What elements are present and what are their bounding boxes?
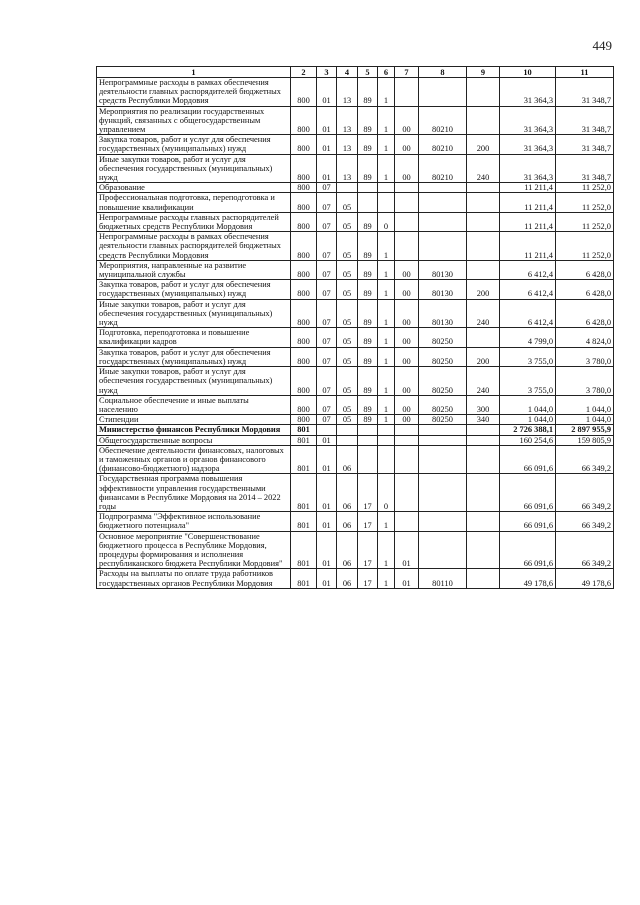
- expense-type-cell: [467, 328, 500, 347]
- subprogram-cell: 1: [378, 328, 395, 347]
- row-name-cell: Закупка товаров, работ и услуг для обеспечения государственных (муниципальных) нужд: [97, 347, 291, 366]
- subsection-cell: 13: [337, 106, 358, 135]
- admin-code-cell: 801: [291, 569, 317, 588]
- program-cell: 89: [358, 395, 378, 414]
- table-row: [97, 445, 614, 474]
- section-cell: 07: [317, 395, 337, 414]
- main-activity-cell: [395, 183, 419, 193]
- program-cell: 89: [358, 328, 378, 347]
- section-cell: 01: [317, 569, 337, 588]
- admin-code-cell: 800: [291, 193, 317, 212]
- page-number: 449: [592, 38, 612, 53]
- expense-type-cell: [467, 425, 500, 435]
- direction-cell: [419, 445, 467, 474]
- admin-code-cell: 801: [291, 531, 317, 569]
- program-cell: 89: [358, 106, 378, 135]
- expense-type-cell: [467, 512, 500, 531]
- amount-year2-cell: 3 780,0: [556, 347, 614, 366]
- subprogram-cell: 1: [378, 106, 395, 135]
- admin-code-cell: 800: [291, 299, 317, 328]
- direction-cell: [419, 232, 467, 261]
- subprogram-cell: 1: [378, 154, 395, 183]
- amount-year1-cell: 6 412,4: [500, 260, 556, 279]
- amount-year1-cell: 160 254,6: [500, 435, 556, 445]
- row-name-cell: Подпрограмма "Эффективное использование бюджетного потенциала": [97, 512, 291, 531]
- program-cell: 17: [358, 531, 378, 569]
- row-name-cell: Социальное обеспечение и иные выплаты населению: [97, 395, 291, 414]
- amount-year2-cell: 49 178,6: [556, 569, 614, 588]
- amount-year2-cell: 11 252,0: [556, 232, 614, 261]
- row-name-cell: Общегосударственные вопросы: [97, 435, 291, 445]
- row-name-cell: Непрограммные расходы в рамках обеспечения деятельности главных распорядителей бюджетных средств Республики Мордовия: [97, 78, 291, 107]
- table-row: [97, 367, 614, 396]
- program-cell: 89: [358, 299, 378, 328]
- program-cell: 89: [358, 260, 378, 279]
- table-row: [97, 212, 614, 231]
- main-activity-cell: [395, 474, 419, 512]
- subsection-cell: 06: [337, 531, 358, 569]
- expense-type-cell: 240: [467, 299, 500, 328]
- subprogram-cell: 1: [378, 135, 395, 154]
- expense-type-cell: 200: [467, 280, 500, 299]
- section-cell: 01: [317, 106, 337, 135]
- amount-year2-cell: 11 252,0: [556, 212, 614, 231]
- direction-cell: [419, 183, 467, 193]
- program-cell: 89: [358, 232, 378, 261]
- expense-type-cell: [467, 435, 500, 445]
- main-activity-cell: 00: [395, 328, 419, 347]
- program-cell: [358, 425, 378, 435]
- amount-year2-cell: 1 044,0: [556, 395, 614, 414]
- direction-cell: [419, 531, 467, 569]
- amount-year1-cell: 11 211,4: [500, 193, 556, 212]
- subprogram-cell: 1: [378, 531, 395, 569]
- amount-year2-cell: 31 348,7: [556, 78, 614, 107]
- table-row: [97, 232, 614, 261]
- expense-type-cell: [467, 531, 500, 569]
- main-activity-cell: 00: [395, 280, 419, 299]
- amount-year2-cell: 31 348,7: [556, 106, 614, 135]
- table-row: [97, 347, 614, 366]
- subprogram-cell: 1: [378, 347, 395, 366]
- subprogram-cell: [378, 425, 395, 435]
- direction-cell: 80210: [419, 135, 467, 154]
- amount-year1-cell: 4 799,0: [500, 328, 556, 347]
- amount-year1-cell: 11 211,4: [500, 212, 556, 231]
- amount-year1-cell: 66 091,6: [500, 445, 556, 474]
- section-cell: 07: [317, 367, 337, 396]
- admin-code-cell: 800: [291, 328, 317, 347]
- main-activity-cell: [395, 78, 419, 107]
- section-cell: 01: [317, 445, 337, 474]
- column-header: 10: [500, 67, 556, 78]
- budget-table: [96, 66, 614, 589]
- table-row: [97, 474, 614, 512]
- table-row: [97, 569, 614, 588]
- subsection-cell: 13: [337, 154, 358, 183]
- admin-code-cell: 801: [291, 474, 317, 512]
- direction-cell: [419, 435, 467, 445]
- section-cell: 07: [317, 415, 337, 425]
- subprogram-cell: 1: [378, 78, 395, 107]
- expense-type-cell: [467, 569, 500, 588]
- subprogram-cell: [378, 193, 395, 212]
- section-cell: 01: [317, 474, 337, 512]
- subsection-cell: 05: [337, 280, 358, 299]
- column-header: 6: [378, 67, 395, 78]
- amount-year1-cell: 6 412,4: [500, 299, 556, 328]
- subprogram-cell: 1: [378, 299, 395, 328]
- direction-cell: 80130: [419, 280, 467, 299]
- direction-cell: 80130: [419, 260, 467, 279]
- expense-type-cell: [467, 193, 500, 212]
- main-activity-cell: 01: [395, 531, 419, 569]
- row-name-cell: Иные закупки товаров, работ и услуг для обеспечения государственных (муниципальных) нужд: [97, 154, 291, 183]
- amount-year2-cell: 11 252,0: [556, 193, 614, 212]
- section-cell: 07: [317, 299, 337, 328]
- admin-code-cell: 800: [291, 367, 317, 396]
- column-header: 4: [337, 67, 358, 78]
- subprogram-cell: [378, 183, 395, 193]
- row-name-cell: Государственная программа повышения эффективности управления государственными финансами в Республике Мордовия на 2014 – 2022 годы: [97, 474, 291, 512]
- table-row: [97, 328, 614, 347]
- subprogram-cell: 1: [378, 232, 395, 261]
- column-header: 3: [317, 67, 337, 78]
- column-header: 7: [395, 67, 419, 78]
- main-activity-cell: [395, 512, 419, 531]
- section-cell: 01: [317, 154, 337, 183]
- subprogram-cell: 1: [378, 260, 395, 279]
- subprogram-cell: 1: [378, 395, 395, 414]
- program-cell: 17: [358, 512, 378, 531]
- expense-type-cell: [467, 260, 500, 279]
- program-cell: 89: [358, 367, 378, 396]
- subprogram-cell: 0: [378, 474, 395, 512]
- row-name-cell: Обеспечение деятельности финансовых, налоговых и таможенных органов и органов финансового (финансово-бюджетного) надзора: [97, 445, 291, 474]
- amount-year1-cell: 31 364,3: [500, 106, 556, 135]
- table-row: [97, 415, 614, 425]
- expense-type-cell: [467, 183, 500, 193]
- column-header: 5: [358, 67, 378, 78]
- main-activity-cell: 00: [395, 135, 419, 154]
- admin-code-cell: 800: [291, 260, 317, 279]
- table-row: [97, 425, 614, 435]
- admin-code-cell: 801: [291, 425, 317, 435]
- amount-year2-cell: 159 805,9: [556, 435, 614, 445]
- amount-year1-cell: 3 755,0: [500, 347, 556, 366]
- table-row: [97, 395, 614, 414]
- subprogram-cell: [378, 445, 395, 474]
- table-row: [97, 435, 614, 445]
- amount-year1-cell: 1 044,0: [500, 415, 556, 425]
- expense-type-cell: [467, 445, 500, 474]
- amount-year1-cell: 1 044,0: [500, 395, 556, 414]
- program-cell: [358, 435, 378, 445]
- section-cell: 07: [317, 347, 337, 366]
- amount-year1-cell: 11 211,4: [500, 232, 556, 261]
- expense-type-cell: 300: [467, 395, 500, 414]
- expense-type-cell: [467, 232, 500, 261]
- admin-code-cell: 801: [291, 435, 317, 445]
- amount-year1-cell: 3 755,0: [500, 367, 556, 396]
- section-cell: 01: [317, 512, 337, 531]
- section-cell: 07: [317, 193, 337, 212]
- amount-year2-cell: 4 824,0: [556, 328, 614, 347]
- subsection-cell: 06: [337, 474, 358, 512]
- admin-code-cell: 801: [291, 445, 317, 474]
- subprogram-cell: 0: [378, 212, 395, 231]
- admin-code-cell: 800: [291, 280, 317, 299]
- subsection-cell: 13: [337, 135, 358, 154]
- row-name-cell: Иные закупки товаров, работ и услуг для обеспечения государственных (муниципальных) нужд: [97, 367, 291, 396]
- main-activity-cell: 00: [395, 299, 419, 328]
- subsection-cell: 06: [337, 445, 358, 474]
- admin-code-cell: 800: [291, 415, 317, 425]
- amount-year2-cell: 66 349,2: [556, 512, 614, 531]
- amount-year2-cell: 1 044,0: [556, 415, 614, 425]
- amount-year2-cell: 2 897 955,9: [556, 425, 614, 435]
- program-cell: 89: [358, 280, 378, 299]
- table-row: [97, 531, 614, 569]
- table-row: [97, 183, 614, 193]
- row-name-cell: Профессиональная подготовка, переподготовка и повышение квалификации: [97, 193, 291, 212]
- section-cell: 01: [317, 531, 337, 569]
- main-activity-cell: [395, 435, 419, 445]
- subprogram-cell: 1: [378, 512, 395, 531]
- main-activity-cell: 01: [395, 569, 419, 588]
- direction-cell: 80110: [419, 569, 467, 588]
- program-cell: 89: [358, 415, 378, 425]
- admin-code-cell: 800: [291, 347, 317, 366]
- admin-code-cell: 801: [291, 512, 317, 531]
- main-activity-cell: [395, 212, 419, 231]
- row-name-cell: Подготовка, переподготовка и повышение квалификации кадров: [97, 328, 291, 347]
- direction-cell: [419, 193, 467, 212]
- main-activity-cell: 00: [395, 154, 419, 183]
- subprogram-cell: 1: [378, 280, 395, 299]
- expense-type-cell: [467, 212, 500, 231]
- program-cell: 89: [358, 154, 378, 183]
- amount-year2-cell: 31 348,7: [556, 154, 614, 183]
- table-row: [97, 78, 614, 107]
- row-name-cell: Закупка товаров, работ и услуг для обеспечения государственных (муниципальных) нужд: [97, 135, 291, 154]
- row-name-cell: Непрограммные расходы главных распорядителей бюджетных средств Республики Мордовия: [97, 212, 291, 231]
- direction-cell: [419, 78, 467, 107]
- amount-year1-cell: 66 091,6: [500, 512, 556, 531]
- main-activity-cell: 00: [395, 347, 419, 366]
- subsection-cell: 05: [337, 328, 358, 347]
- section-cell: 01: [317, 135, 337, 154]
- table-row: [97, 135, 614, 154]
- header-row: [97, 67, 614, 78]
- expense-type-cell: 240: [467, 154, 500, 183]
- admin-code-cell: 800: [291, 78, 317, 107]
- direction-cell: 80250: [419, 415, 467, 425]
- amount-year1-cell: 66 091,6: [500, 531, 556, 569]
- program-cell: [358, 193, 378, 212]
- program-cell: 89: [358, 135, 378, 154]
- column-header: 2: [291, 67, 317, 78]
- admin-code-cell: 800: [291, 106, 317, 135]
- expense-type-cell: 200: [467, 347, 500, 366]
- amount-year1-cell: 31 364,3: [500, 78, 556, 107]
- subsection-cell: [337, 425, 358, 435]
- main-activity-cell: [395, 193, 419, 212]
- program-cell: 89: [358, 78, 378, 107]
- admin-code-cell: 800: [291, 395, 317, 414]
- section-cell: 07: [317, 328, 337, 347]
- row-name-cell: Стипендии: [97, 415, 291, 425]
- direction-cell: 80250: [419, 395, 467, 414]
- expense-type-cell: 200: [467, 135, 500, 154]
- expense-type-cell: [467, 474, 500, 512]
- amount-year1-cell: 31 364,3: [500, 135, 556, 154]
- table-row: [97, 260, 614, 279]
- expense-type-cell: [467, 78, 500, 107]
- column-header: 9: [467, 67, 500, 78]
- table-row: [97, 106, 614, 135]
- main-activity-cell: 00: [395, 260, 419, 279]
- program-cell: 17: [358, 474, 378, 512]
- direction-cell: [419, 512, 467, 531]
- direction-cell: [419, 474, 467, 512]
- admin-code-cell: 800: [291, 135, 317, 154]
- subprogram-cell: 1: [378, 569, 395, 588]
- row-name-cell: Образование: [97, 183, 291, 193]
- main-activity-cell: [395, 445, 419, 474]
- table-row: [97, 299, 614, 328]
- amount-year1-cell: 31 364,3: [500, 154, 556, 183]
- main-activity-cell: 00: [395, 395, 419, 414]
- direction-cell: [419, 425, 467, 435]
- main-activity-cell: 00: [395, 415, 419, 425]
- subsection-cell: 05: [337, 395, 358, 414]
- table-row: [97, 154, 614, 183]
- subsection-cell: 05: [337, 212, 358, 231]
- row-name-cell: Иные закупки товаров, работ и услуг для обеспечения государственных (муниципальных) нужд: [97, 299, 291, 328]
- amount-year1-cell: 6 412,4: [500, 280, 556, 299]
- subprogram-cell: 1: [378, 367, 395, 396]
- amount-year1-cell: 11 211,4: [500, 183, 556, 193]
- direction-cell: [419, 212, 467, 231]
- amount-year2-cell: 6 428,0: [556, 260, 614, 279]
- row-name-cell: Министерство финансов Республики Мордовия: [97, 425, 291, 435]
- amount-year2-cell: 3 780,0: [556, 367, 614, 396]
- subsection-cell: 05: [337, 260, 358, 279]
- subprogram-cell: 1: [378, 415, 395, 425]
- amount-year1-cell: 66 091,6: [500, 474, 556, 512]
- section-cell: 07: [317, 212, 337, 231]
- amount-year2-cell: 66 349,2: [556, 531, 614, 569]
- column-header: 11: [556, 67, 614, 78]
- subsection-cell: 05: [337, 347, 358, 366]
- admin-code-cell: 800: [291, 154, 317, 183]
- main-activity-cell: [395, 232, 419, 261]
- subsection-cell: 05: [337, 367, 358, 396]
- column-header: 1: [97, 67, 291, 78]
- section-cell: 07: [317, 183, 337, 193]
- direction-cell: 80210: [419, 106, 467, 135]
- section-cell: 07: [317, 260, 337, 279]
- row-name-cell: Непрограммные расходы в рамках обеспечения деятельности главных распорядителей бюджетных средств Республики Мордовия: [97, 232, 291, 261]
- amount-year2-cell: 6 428,0: [556, 280, 614, 299]
- amount-year1-cell: 49 178,6: [500, 569, 556, 588]
- amount-year2-cell: 6 428,0: [556, 299, 614, 328]
- admin-code-cell: 800: [291, 212, 317, 231]
- amount-year1-cell: 2 726 388,1: [500, 425, 556, 435]
- expense-type-cell: 240: [467, 367, 500, 396]
- subsection-cell: 05: [337, 415, 358, 425]
- program-cell: [358, 183, 378, 193]
- main-activity-cell: 00: [395, 106, 419, 135]
- subsection-cell: 06: [337, 569, 358, 588]
- subsection-cell: 13: [337, 78, 358, 107]
- amount-year2-cell: 66 349,2: [556, 445, 614, 474]
- subsection-cell: [337, 435, 358, 445]
- table-row: [97, 193, 614, 212]
- subsection-cell: [337, 183, 358, 193]
- row-name-cell: Мероприятия по реализации государственных функций, связанных с общегосударственным управлением: [97, 106, 291, 135]
- section-cell: 07: [317, 280, 337, 299]
- table-row: [97, 512, 614, 531]
- direction-cell: 80250: [419, 367, 467, 396]
- program-cell: 89: [358, 347, 378, 366]
- subsection-cell: 06: [337, 512, 358, 531]
- program-cell: 17: [358, 569, 378, 588]
- expense-type-cell: [467, 106, 500, 135]
- main-activity-cell: 00: [395, 367, 419, 396]
- row-name-cell: Мероприятия, направленные на развитие муниципальной службы: [97, 260, 291, 279]
- amount-year2-cell: 31 348,7: [556, 135, 614, 154]
- admin-code-cell: 800: [291, 183, 317, 193]
- expense-type-cell: 340: [467, 415, 500, 425]
- subsection-cell: 05: [337, 193, 358, 212]
- direction-cell: 80250: [419, 328, 467, 347]
- table-body: [97, 78, 614, 589]
- section-cell: 07: [317, 232, 337, 261]
- column-header: 8: [419, 67, 467, 78]
- row-name-cell: Расходы на выплаты по оплате труда работников государственных органов Республики Мордовия: [97, 569, 291, 588]
- subsection-cell: 05: [337, 232, 358, 261]
- section-cell: [317, 425, 337, 435]
- amount-year2-cell: 66 349,2: [556, 474, 614, 512]
- row-name-cell: Закупка товаров, работ и услуг для обеспечения государственных (муниципальных) нужд: [97, 280, 291, 299]
- direction-cell: 80250: [419, 347, 467, 366]
- subprogram-cell: [378, 435, 395, 445]
- program-cell: [358, 445, 378, 474]
- program-cell: 89: [358, 212, 378, 231]
- subsection-cell: 05: [337, 299, 358, 328]
- direction-cell: 80130: [419, 299, 467, 328]
- direction-cell: 80210: [419, 154, 467, 183]
- table-row: [97, 280, 614, 299]
- section-cell: 01: [317, 435, 337, 445]
- main-activity-cell: [395, 425, 419, 435]
- admin-code-cell: 800: [291, 232, 317, 261]
- section-cell: 01: [317, 78, 337, 107]
- row-name-cell: Основное мероприятие "Совершенствование бюджетного процесса в Республике Мордовия, процедуры формирования и исполнения республиканского бюджета Республики Мордовия": [97, 531, 291, 569]
- amount-year2-cell: 11 252,0: [556, 183, 614, 193]
